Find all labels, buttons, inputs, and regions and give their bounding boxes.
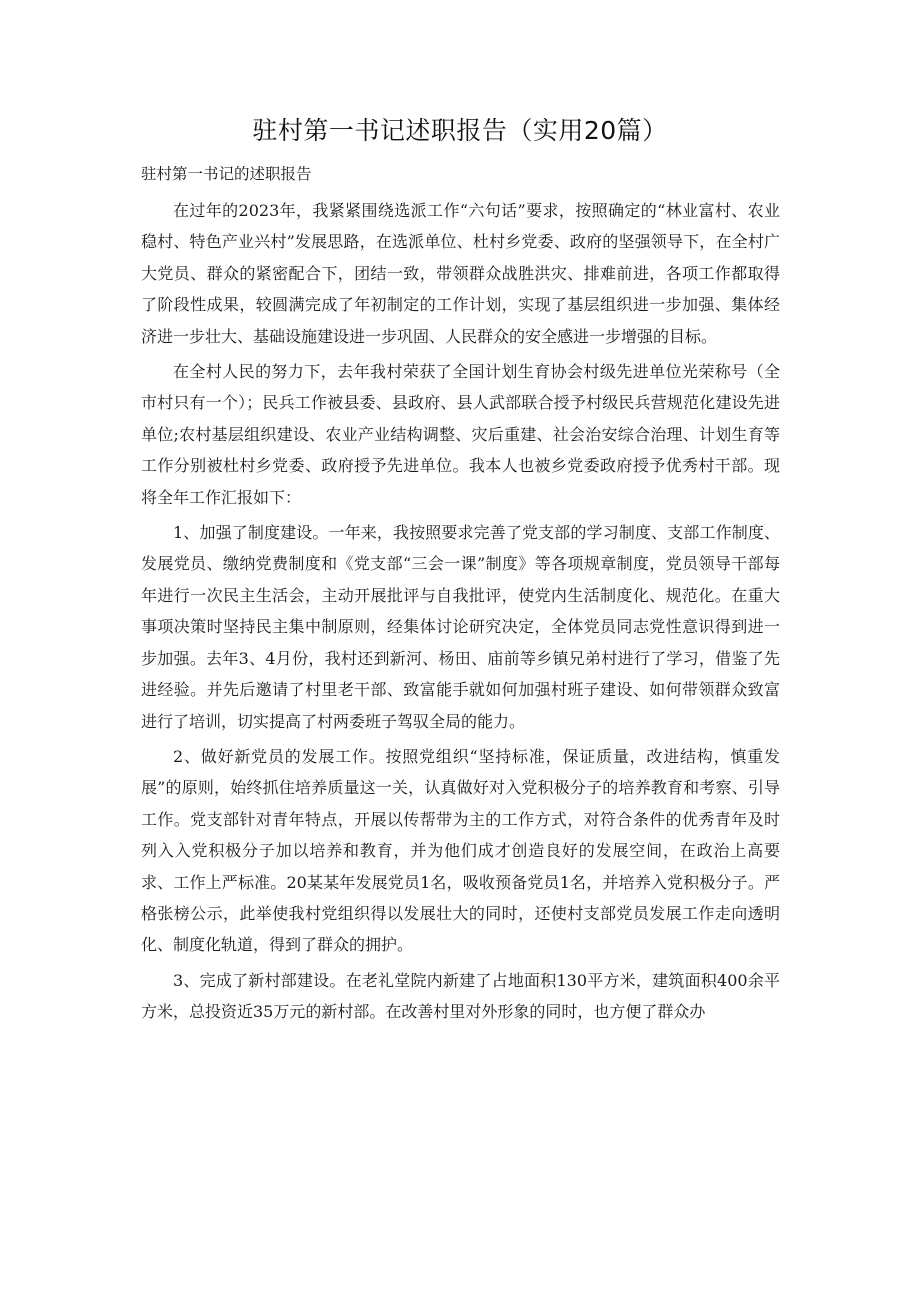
paragraph-item-2: 2、做好新党员的发展工作。按照党组织“坚持标准，保证质量，改进结构，慎重发展”的原则，始终抓住培养质量这一关，认真做好对入党积极分子的培养教育和考察、引导工作。党支部针对青年特点，开展以传帮带为主的工作方式，对符合条件的优秀青年及时列入入党积极分子加以培养和教育，并为他们成才创造良好的发展空间，在政治上高要求、工作上严标准。20某某年发展党员1名，吸收预备党员1名，并培养入党积极分子。严格张榜公示，此举使我村党组织得以发展壮大的同时，还使村支部党员发展工作走向透明化、制度化轨道，得到了群众的拥护。: [141, 746, 780, 955]
paragraph-intro: 在过年的2023年，我紧紧围绕选派工作“六句话”要求，按照确定的“林业富村、农业稳村、特色产业兴村”发展思路，在选派单位、杜村乡党委、政府的坚强领导下，在全村广大党员、群众的紧密配合下，团结一致，带领群众战胜洪灾、排难前进，各项工作都取得了阶段性成果，较圆满完成了年初制定的工作计划，实现了基层组织进一步加强、集体经济进一步壮大、基础设施建设进一步巩固、人民群众的安全感进一步增强的目标。: [141, 201, 780, 346]
document-body: [141, 195, 780, 1032]
paragraph-honors: 在全村人民的努力下，去年我村荣获了全国计划生育协会村级先进单位光荣称号（全市村只有一个）；民兵工作被县委、县政府、县人武部联合授予村级民兵营规范化建设先进单位;农村基层组织建设、农业产业结构调整、灾后重建、社会治安综合治理、计划生育等工作分别被杜村乡党委、政府授予先进单位。我本人也被乡党委政府授予优秀村干部。现将全年工作汇报如下：: [141, 362, 780, 507]
paragraph-item-3: 3、完成了新村部建设。在老礼堂院内新建了占地面积130平方米，建筑面积400余平方米，总投资近35万元的新村部。在改善村里对外形象的同时，也方便了群众办: [141, 970, 780, 1022]
document-subtitle: 驻村第一书记的述职报告: [141, 165, 312, 183]
paragraph-item-1: 1、加强了制度建设。一年来，我按照要求完善了党支部的学习制度、支部工作制度、发展党员、缴纳党费制度和《党支部“三会一课”制度》等各项规章制度，党员领导干部每年进行一次民主生活会，主动开展批评与自我批评，使党内生活制度化、规范化。在重大事项决策时坚持民主集中制原则，经集体讨论研究决定，全体党员同志党性意识得到进一步加强。去年3、4月份，我村还到新河、杨田、庙前等乡镇兄弟村进行了学习，借鉴了先进经验。并先后邀请了村里老干部、致富能手就如何加强村班子建设、如何带领群众致富进行了培训，切实提高了村两委班子驾驭全局的能力。: [141, 523, 780, 731]
document-title: 驻村第一书记述职报告（实用20篇）: [252, 116, 668, 145]
